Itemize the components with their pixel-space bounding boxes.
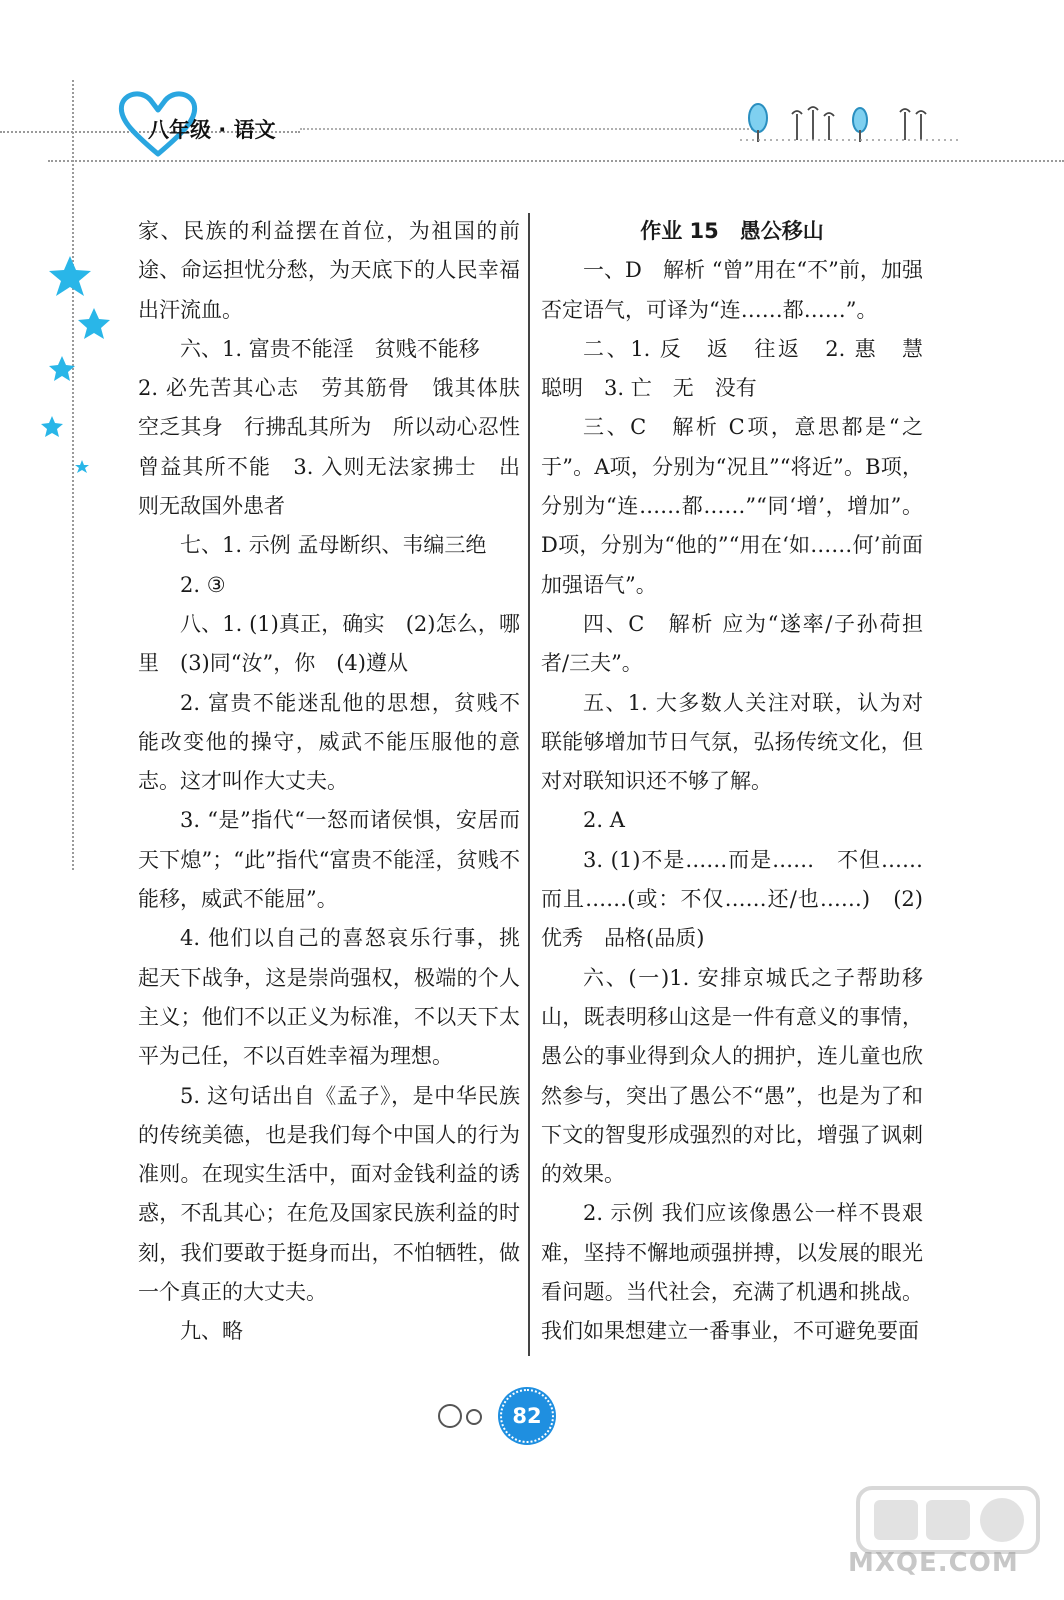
section-title: 作业 15 愚公移山: [640, 219, 824, 243]
answer-paragraph: 六、(一)1. 安排京城氏之子帮助移山，既表明移山这是一件有意义的事情，愚公的事业得到众人的拥护，连儿童也欣然参与，突出了愚公不“愚”，也是为了和下文的智叟形成强烈的对比，增强了讽刺的效果。: [541, 965, 923, 1187]
answer-paragraph: 2. 示例 我们应该像愚公一样不畏艰难，坚持不懈地顽强拼搏，以发展的眼光看问题。当代社会，充满了机遇和挑战。我们如果想建立一番事业，不可避免要面: [541, 1201, 923, 1344]
answer-paragraph: 5. 这句话出自《孟子》，是中华民族的传统美德，也是我们每个中国人的行为准则。在现实生活中，面对金钱利益的诱惑，不乱其心；在危及国家民族利益的时刻，我们要敢于挺身而出，不怕牺牲，做一个真正的大丈夫。: [138, 1083, 520, 1305]
answer-paragraph: 五、1. 大多数人关注对联，认为对联能够增加节日气氛，弘扬传统文化，但对对联知识还不够了解。: [541, 690, 923, 794]
answer-paragraph: 4. 他们以自己的喜怒哀乐行事，挑起天下战争，这是崇尚强权，极端的个人主义；他们不以正义为标准，不以天下太平为己任，不以百姓幸福为理想。: [138, 926, 520, 1069]
star-decoration-icon: [38, 250, 118, 480]
answer-paragraph: 2. ③: [180, 572, 226, 597]
watermark-url: MXQE.COM: [848, 1548, 1019, 1578]
answer-paragraph: 八、1. (1)真正，确实 (2)怎么，哪里 (3)同“汝”，你 (4)遵从: [138, 611, 520, 676]
header-dotted-rule-right: [300, 128, 760, 130]
answer-paragraph: 2. 必先苦其心志 劳其筋骨 饿其体肤 空乏其身 行拂乱其所为 所以动心忍性 曾益其所不能 3. 入则无法家拂士 出则无敌国外患者: [138, 376, 541, 519]
column-divider: [528, 213, 530, 1356]
page-ring-small-icon: [466, 1409, 482, 1425]
plant-decoration-icon: [740, 100, 960, 142]
answer-paragraph: 九、略: [180, 1319, 243, 1344]
page-number: 82: [500, 1389, 554, 1443]
answer-paragraph: 三、C 解析 C项，意思都是“之于”。A项，分别为“况且”“将近”。B项，分别为“连……都……”“同‘增’，增加”。D项，分别为“他的”“用在‘如……何’前面加强语气”。: [541, 415, 923, 597]
left-column: [138, 212, 541, 1352]
answer-paragraph: 七、1. 示例 孟母断织、韦编三绝: [180, 533, 487, 558]
answer-paragraph: 家、民族的利益摆在首位，为祖国的前途、命运担忧分愁，为天底下的人民幸福出汗流血。: [138, 219, 520, 322]
answer-paragraph: 四、C 解析 应为“遂率/子孙荷担者/三夫”。: [541, 611, 923, 676]
answer-paragraph: 2. 富贵不能迷乱他的思想，贫贱不能改变他的操守，威武不能压服他的意志。这才叫作大丈夫。: [138, 690, 520, 794]
header-dotted-rule-lower: [48, 160, 1064, 162]
answer-paragraph: 3. (1)不是……而是…… 不但……而且……(或：不仅……还/也……) (2)优秀 品格(品质): [541, 847, 923, 951]
answer-paragraph: 一、D 解析 “曾”用在“不”前，加强否定语气，可译为“连……都……”。: [541, 258, 923, 322]
answer-paragraph: 二、1. 反 返 往返 2. 惠 慧 聪明 3. 亡 无 没有: [541, 336, 944, 401]
page-ring-icon: [438, 1404, 462, 1428]
answer-paragraph: 3. “是”指代“一怒而诸侯惧，安居而天下熄”；“此”指代“富贵不能淫，贫贱不能移，威武不能屈”。: [138, 808, 520, 912]
header-title: 八年级 · 语文: [148, 118, 276, 142]
answer-paragraph: 六、1. 富贵不能淫 贫贱不能移: [180, 336, 480, 361]
answer-paragraph: 2. A: [583, 808, 625, 833]
right-column: [541, 212, 944, 1352]
